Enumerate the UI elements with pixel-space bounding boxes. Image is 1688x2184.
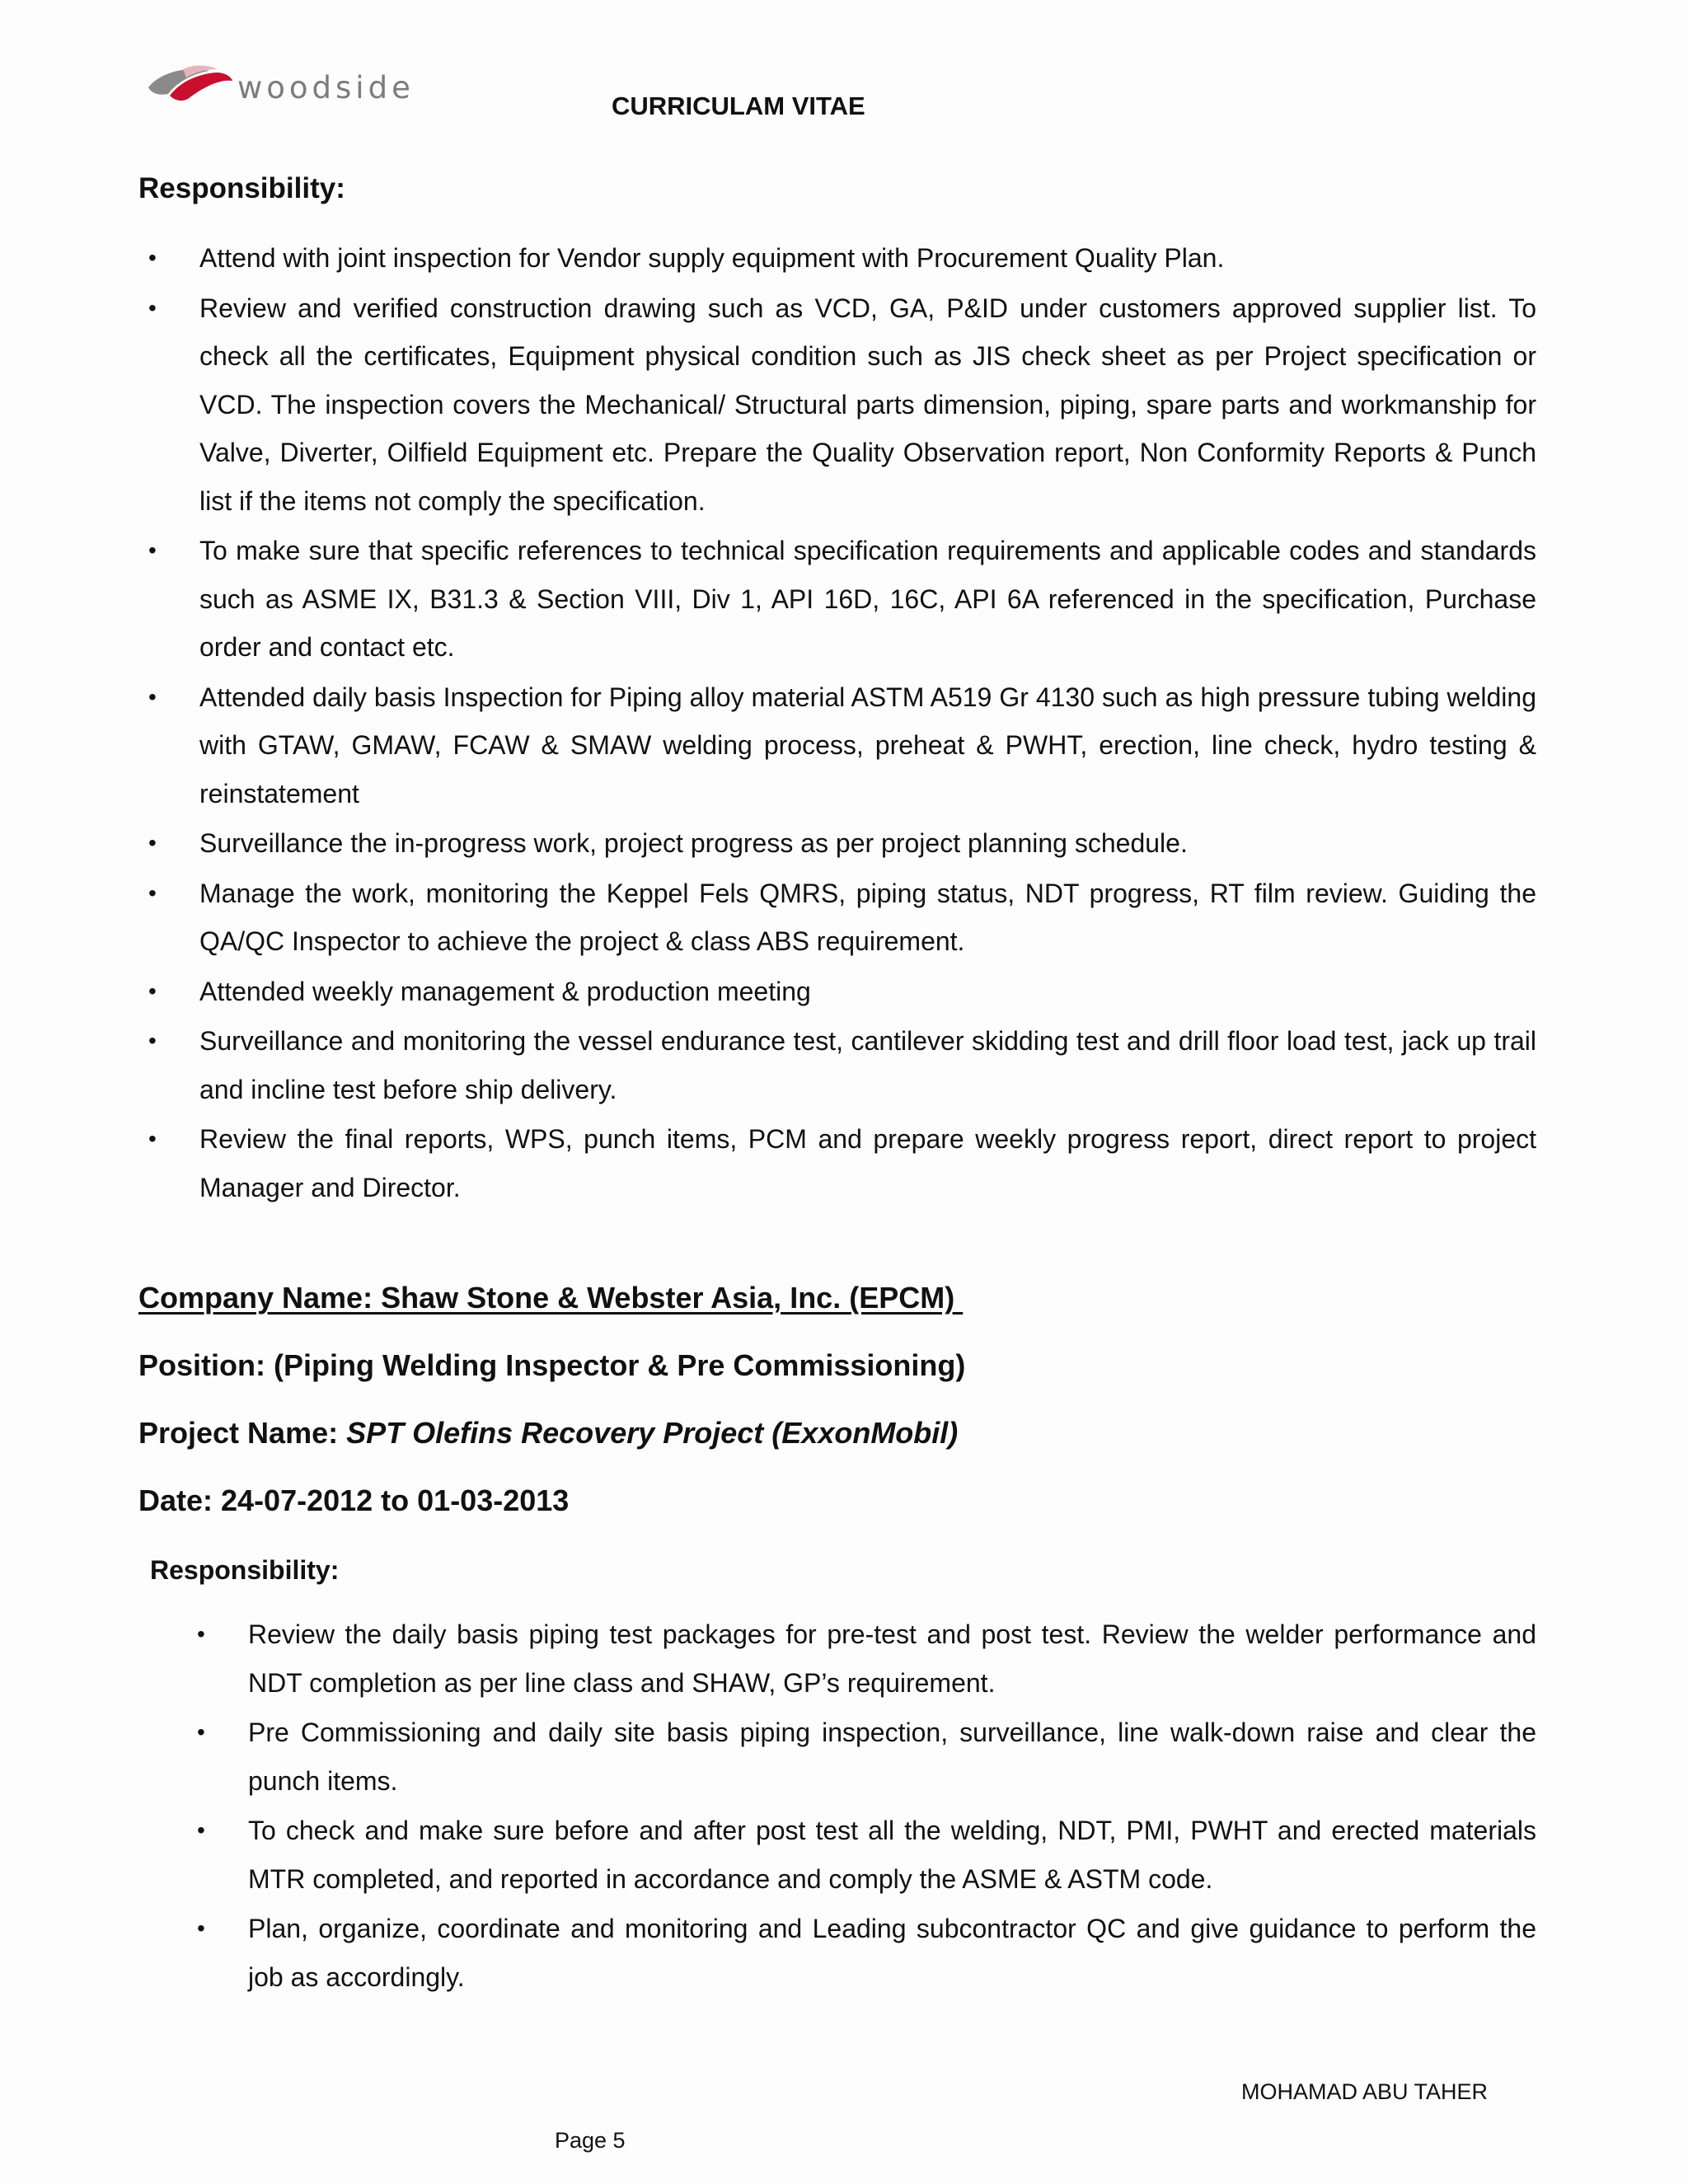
bullet-icon: • <box>148 879 157 906</box>
list-item: • Surveillance and monitoring the vessel endurance test, cantilever skidding test and drill floor load test, jack up trail and incline test before ship delivery. <box>199 1017 1536 1113</box>
bullet-icon: • <box>148 1028 157 1053</box>
bullet-icon: • <box>148 1126 157 1151</box>
bullet-icon: • <box>197 1817 205 1843</box>
bullet-icon: • <box>148 977 157 1004</box>
company-logo <box>145 59 467 109</box>
bullet-icon: • <box>148 830 157 855</box>
bullet-icon: • <box>148 683 157 710</box>
document-title: CURRICULAM VITAE <box>612 91 865 120</box>
project-label: Project Name: <box>138 1416 347 1450</box>
project-value: SPT Olefins Recovery Project (ExxonMobil) <box>346 1416 959 1450</box>
position-line: Position: (Piping Welding Inspector & Pre Commissioning) <box>138 1348 966 1382</box>
list-item: • Attended weekly management & production meeting <box>199 968 1536 1016</box>
company-name: Company Name: Shaw Stone & Webster Asia, Inc. (EPCM) <box>138 1281 964 1315</box>
date-line: Date: 24-07-2012 to 01-03-2013 <box>138 1483 570 1517</box>
list-item: • Plan, organize, coordinate and monitoring and Leading subcontractor QC and give guidance to perform the job as accordingly. <box>248 1905 1536 2001</box>
list-item: • Review and verified construction drawing such as VCD, GA, P&ID under customers approved supplier list. To check all the certificates, Equipment physical condition such as JIS check sheet as per Project specification or VCD. The inspection covers the Mechanical/ Structural parts dimension, piping, spare parts and workmanship for Valve, Diverter, Oilfield Equipment etc. Prepare the Quality Observation report, Non Conformity Reports & Punch list if the items not comply the specification. <box>199 284 1536 526</box>
bullet-icon: • <box>148 245 157 270</box>
list-item: • To make sure that specific references to technical specification requirements and applicable codes and standards such as ASME IX, B31.3 & Section VIII, Div 1, API 16D, 16C, API 6A referenced in the specification, Purchase order and contact etc. <box>199 527 1536 672</box>
list-item: • Surveillance the in-progress work, project progress as per project planning schedule. <box>199 819 1536 868</box>
responsibility-heading-2: Responsibility: <box>150 1555 340 1585</box>
list-item: • Review the daily basis piping test packages for pre-test and post test. Review the welder performance and NDT completion as per line class and SHAW, GP’s requirement. <box>248 1610 1536 1707</box>
bullet-icon: • <box>197 1621 205 1647</box>
responsibility-list-2 <box>197 1610 1536 2003</box>
list-item: • Attended daily basis Inspection for Piping alloy material ASTM A519 Gr 4130 such as high pressure tubing welding with GTAW, GMAW, FCAW & SMAW welding process, preheat & PWHT, erection, line check, hydro testing & reinstatement <box>199 673 1536 818</box>
list-item: • Manage the work, monitoring the Keppel Fels QMRS, piping status, NDT progress, RT film review. Guiding the QA/QC Inspector to achieve the project & class ABS requirement. <box>199 869 1536 966</box>
bullet-icon: • <box>148 537 157 563</box>
project-line <box>138 1418 958 1448</box>
bullet-icon: • <box>197 1719 205 1745</box>
list-item: • Pre Commissioning and daily site basis piping inspection, surveillance, line walk-down raise and clear the punch items. <box>248 1708 1536 1805</box>
list-item: • Review the final reports, WPS, punch items, PCM and prepare weekly progress report, direct report to project Manager and Director. <box>199 1115 1536 1212</box>
logo-wordmark: woodside <box>237 70 415 105</box>
list-item: • Attend with joint inspection for Vendor supply equipment with Procurement Quality Plan. <box>199 234 1536 283</box>
footer-author-name: MOHAMAD ABU TAHER <box>1241 2079 1489 2104</box>
responsibility-list <box>148 234 1536 1213</box>
bullet-icon: • <box>197 1915 205 1941</box>
bullet-icon: • <box>148 294 157 321</box>
list-item: • To check and make sure before and after post test all the welding, NDT, PMI, PWHT and erected materials MTR completed, and reported in accordance and comply the ASME & ASTM code. <box>248 1807 1536 1903</box>
page-number: Page 5 <box>555 2128 626 2153</box>
woodside-logo-icon <box>145 63 236 105</box>
responsibility-heading: Responsibility: <box>138 172 345 204</box>
